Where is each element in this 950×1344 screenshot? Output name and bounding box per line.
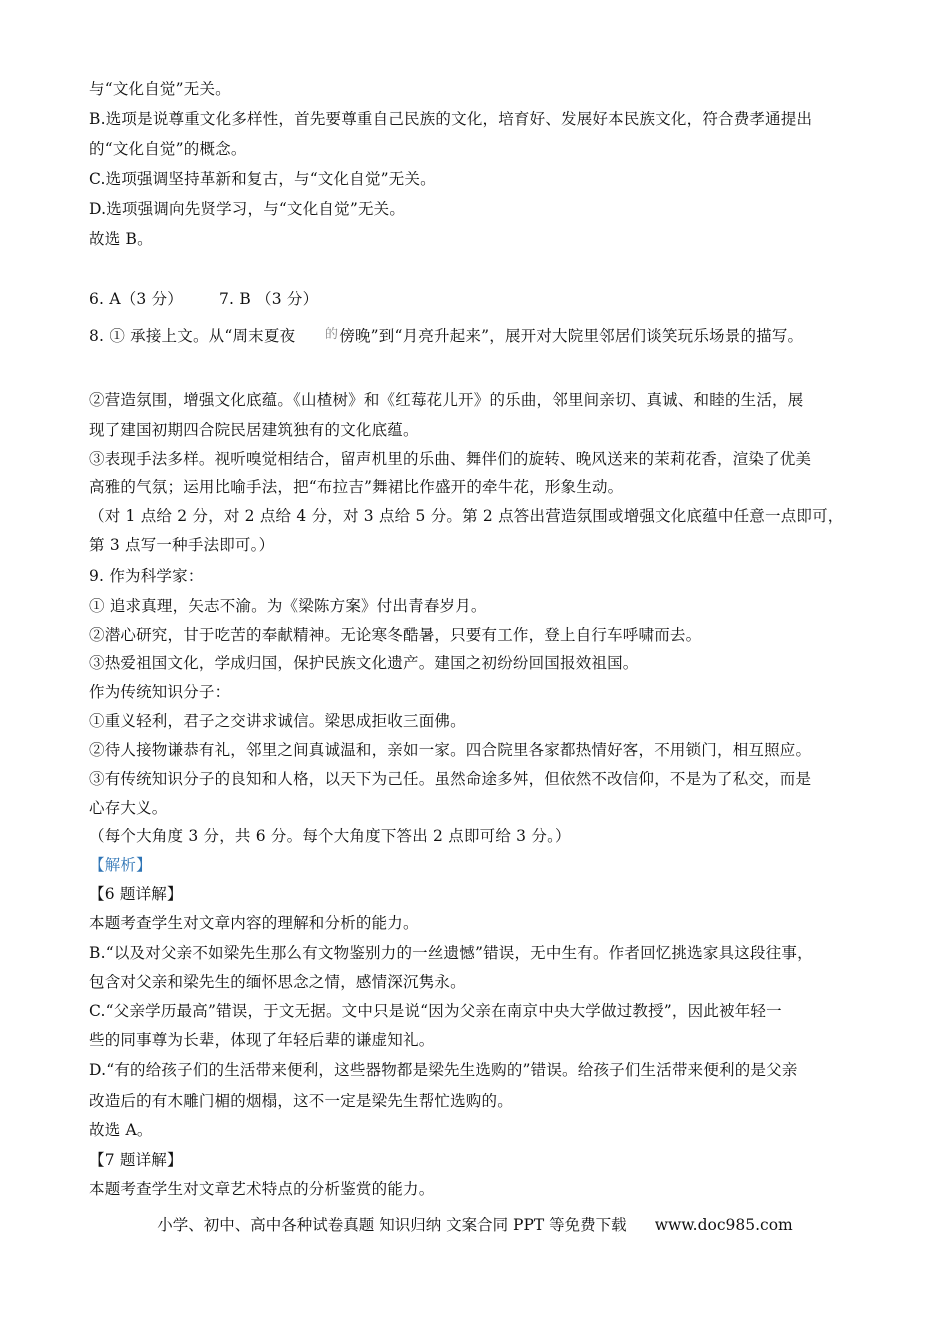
text-line: D.选项强调向先贤学习，与“文化自觉”无关。 [89,200,406,218]
text-line: B.选项是说尊重文化多样性，首先要尊重自己民族的文化，培育好、发展好本民族文化，符合费孝通提出 [89,110,813,128]
text-line: C.“父亲学历最高”错误，于文无据。文中只是说“因为父亲在南京中央大学做过教授”，因此被年轻一 [89,1002,782,1020]
text-line: 改造后的有木雕门楣的烟榻，这不一定是梁先生帮忙选购的。 [89,1092,513,1110]
text-line: 些的同事尊为长辈，体现了年轻后辈的谦虚知礼。 [89,1031,435,1049]
text-line: 高雅的气氛；运用比喻手法，把“布拉吉”舞裙比作盛开的牵牛花，形象生动。 [89,478,624,496]
answer-line [89,289,318,309]
text-line: 9. 作为科学家： [89,567,204,585]
section-heading-6: 【6 题详解】 [89,885,183,903]
text-line: 心存大义。 [89,799,168,817]
text-line: 作为传统知识分子： [89,683,231,701]
section-heading-7: 【7 题详解】 [89,1151,183,1169]
footer-text: 小学、初中、高中各种试卷真题 知识归纳 文案合同 PPT 等免费下载 [157,1216,627,1234]
text-line: D.“有的给孩子们的生活带来便利，这些器物都是梁先生选购的”错误。给孩子们生活带来便利的是父亲 [89,1061,798,1079]
text-line: ③热爱祖国文化，学成归国，保护民族文化遗产。建国之初纷纷回国报效祖国。 [89,654,639,672]
text-line: 故选 B。 [89,230,153,248]
text-line: ②待人接物谦恭有礼，邻里之间真诚温和，亲如一家。四合院里各家都热情好客，不用锁门，相互照应。 [89,741,812,759]
text-line: 本题考查学生对文章艺术特点的分析鉴赏的能力。 [89,1180,435,1198]
text-line: 现了建国初期四合院民居建筑独有的文化底蕴。 [89,421,419,439]
text-line: ③有传统知识分子的良知和人格，以天下为己任。虽然命途多舛，但依然不改信仰，不是为了私交，而是 [89,770,812,788]
text-line: ②潜心研究，甘于吃苦的奉献精神。无论寒冬酷暑，只要有工作，登上自行车呼啸而去。 [89,626,702,644]
text-line: ① 追求真理，矢志不渝。为《梁陈方案》付出青春岁月。 [89,597,487,615]
text-line: 本题考查学生对文章内容的理解和分析的能力。 [89,914,419,932]
answer-7: 7. B （3 分） [219,290,319,308]
answer-8-part2: 傍晚”到“月亮升起来”，展开对大院里邻居们谈笑玩乐场景的描写。 [339,327,804,345]
page-footer [0,1213,950,1235]
text-line: ②营造氛围，增强文化底蕴。《山楂树》和《红莓花儿开》的乐曲，邻里间亲切、真诚、和睦的生活，展 [89,391,804,409]
stray-character: 的 [325,327,339,342]
text-line: （每个大角度 3 分，共 6 分。每个大角度下答出 2 点即可给 3 分。） [89,827,571,845]
text-line: 包含对父亲和梁先生的缅怀思念之情，感情深沉隽永。 [89,973,466,991]
text-line: 第 3 点写一种手法即可。） [89,536,275,554]
text-line: （对 1 点给 2 分，对 2 点给 4 分，对 3 点给 5 分。第 2 点答出营造氛围或增强文化底蕴中任意一点即可， [89,507,844,525]
footer-url: www.doc985.com [654,1216,793,1234]
answer-6: 6. A（3 分） [89,290,183,308]
answer-8-line [89,326,803,346]
text-line: C.选项强调坚持革新和复古，与“文化自觉”无关。 [89,170,436,188]
text-line: ①重义轻利，君子之交讲求诚信。梁思成拒收三面佛。 [89,712,466,730]
text-line: ③表现手法多样。视听嗅觉相结合，留声机里的乐曲、舞伴们的旋转、晚风送来的茉莉花香，渲染了优美 [89,450,812,468]
answer-8-part1: 8. ① 承接上文。从“周末夏夜 [89,327,296,345]
text-line: 的“文化自觉”的概念。 [89,140,247,158]
analysis-heading: 【解析】 [89,856,152,874]
text-line: 与“文化自觉”无关。 [89,80,231,98]
text-line: B.“以及对父亲不如梁先生那么有文物鉴别力的一丝遗憾”错误，无中生有。作者回忆挑选家具这段往事， [89,944,813,962]
text-line: 故选 A。 [89,1121,153,1139]
